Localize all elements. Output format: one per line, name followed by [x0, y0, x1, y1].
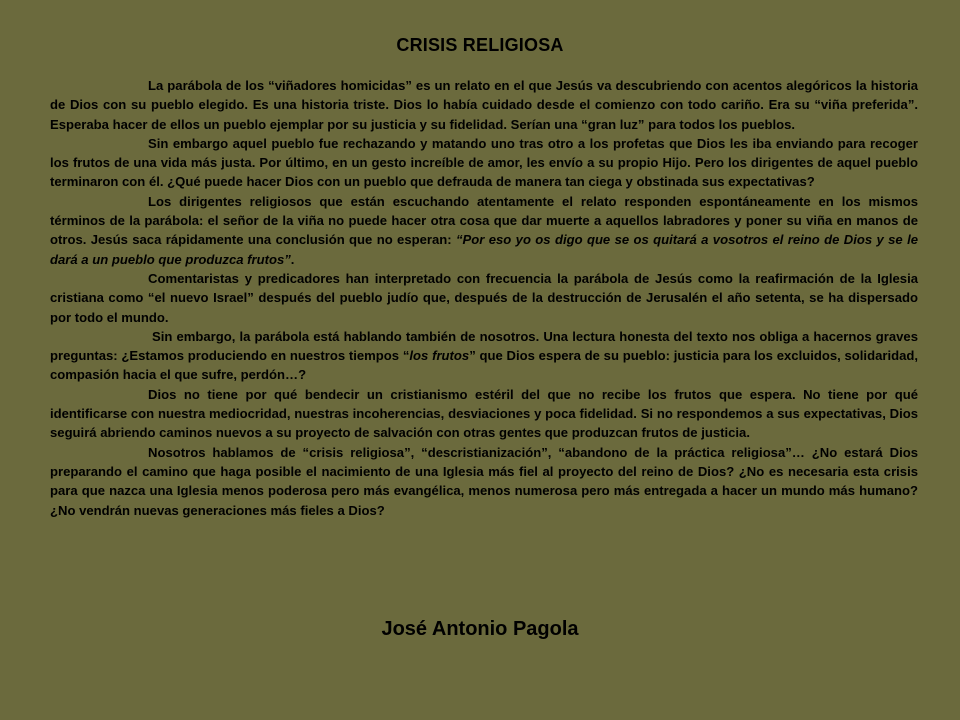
paragraph-6: Dios no tiene por qué bendecir un cristianismo estéril del que no recibe los frutos que espera. No tiene por qué identificarse con nuestra mediocridad, nuestras incoherencias, desviaciones y poca fidelidad. Si no respondemos a sus expectativas, Dios seguirá abriendo caminos nuevos a su proyecto de salvación con otras gentes que produzcan frutos de justicia. — [50, 386, 918, 441]
paragraph-5-quote: los frutos — [409, 348, 470, 364]
paragraph-5-end: ” que Dios espera de su pueblo: justicia para los excluidos, solidaridad, compasión hacia el que sufre, perdón…? — [50, 348, 919, 383]
paragraph-3-text: Los dirigentes religiosos que están escuchando atentamente el relato responden espontáneamente en los mismos términos de la parábola: el señor de la viña no puede hacer otra cosa que dar muerte a aquellos labradores y poner su viña en manos de otros. Jesús saca rápidamente una conclusión que no esperan: — [50, 193, 918, 248]
paragraph-3 — [50, 192, 918, 269]
paragraph-7: Nosotros hablamos de “crisis religiosa”, “descristianización”, “abandono de la práctica religiosa”… ¿No estará Dios preparando el camino que haga posible el nacimiento de una Iglesia más fiel al proyecto del reino de Dios? ¿No es necesaria esta crisis para que nazca una Iglesia menos poderosa pero más evangélica, menos numerosa pero más entregada a hacer un mundo más humano? ¿No vendrán nuevas generaciones más fieles a Dios? — [50, 444, 918, 518]
paragraph-3-quote: “Por eso yo os digo que se os quitará a vosotros el reino de Dios y se le dará a un pueblo que produzca frutos” — [50, 232, 918, 267]
page-title: CRISIS RELIGIOSA — [396, 35, 564, 55]
paragraph-5-text: Sin embargo, la parábola está hablando también de nosotros. Una lectura honesta del texto nos obliga a hacernos graves preguntas: ¿Estamos produciendo en nuestros tiempos “ — [50, 328, 918, 364]
paragraph-5 — [50, 327, 918, 385]
article-body — [50, 76, 918, 520]
paragraph-3-end: . — [290, 251, 295, 267]
author-signature: José Antonio Pagola — [381, 618, 579, 640]
paragraph-1: La parábola de los “viñadores homicidas” es un relato en el que Jesús va descubriendo con acentos alegóricos la historia de Dios con su pueblo elegido. Es una historia triste. Dios lo había cuidado desde el comienzo con todo cariño. Era su “viña preferida”. Esperaba hacer de ellos un pueblo ejemplar por su justicia y su fidelidad. Serían una “gran luz” para todos los pueblos. — [50, 78, 918, 132]
paragraph-4: Comentaristas y predicadores han interpretado con frecuencia la parábola de Jesús como la reafirmación de la Iglesia cristiana como “el nuevo Israel” después del pueblo judío que, después de la destrucción de Jerusalén el año setenta, se ha dispersado por todo el mundo. — [50, 270, 918, 325]
paragraph-2: Sin embargo aquel pueblo fue rechazando y matando uno tras otro a los profetas que Dios les iba enviando para recoger los frutos de una vida más justa. Por último, en un gesto increíble de amor, les envío a su propio Hijo. Pero los dirigentes de aquel pueblo terminaron con él. ¿Qué puede hacer Dios con un pueblo que defrauda de manera tan ciega y obstinada sus expectativas? — [50, 135, 918, 190]
